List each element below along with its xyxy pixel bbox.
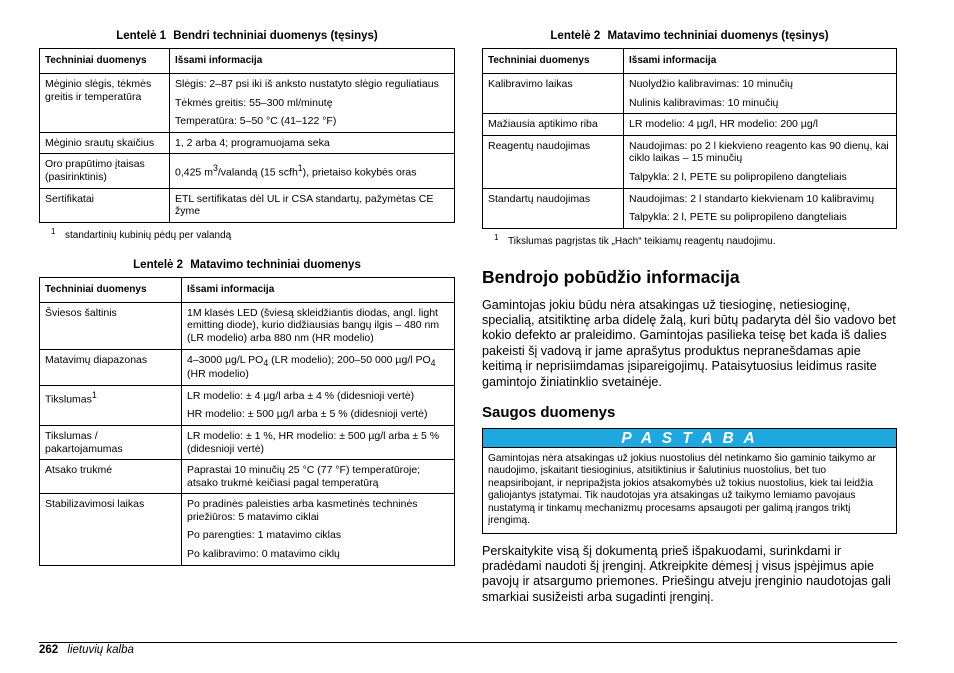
table-row (40, 74, 455, 133)
table-cell-text: Temperatūra: 5–50 °C (41–122 °F) (175, 115, 337, 128)
table-row-label: Stabilizavimosi laikas (40, 494, 182, 565)
table2-footnote (482, 232, 897, 247)
left-column (39, 30, 455, 566)
table-row (40, 460, 455, 494)
table-row (40, 385, 455, 425)
table-row-label (40, 385, 182, 425)
safety-paragraph: Perskaitykite visą šį dokumentą prieš išpakuodami, surinkdami ir pradėdami naudoti šį įrenginį. Atkreipkite dėmesį į visus įspėjimus apie pavojų ir atsargumo priemones. Priešingu atveju įrenginio naudotojas gali smarkiai susižeisti arba sugadinti įrenginį. (482, 543, 891, 604)
table-row-value: LR modelio: 4 µg/l, HR modelio: 200 µg/l (624, 114, 897, 136)
page-number: 262 (39, 644, 59, 656)
table-row-value (182, 494, 455, 565)
table-row-value (170, 74, 455, 133)
table-cell-text: Talpykla: 2 l, PETE su polipropileno dangteliais (629, 170, 847, 183)
table2-cont-caption (482, 30, 897, 42)
table-cell-text: Talpykla: 2 l, PETE su polipropileno dangteliais (629, 211, 847, 224)
table-row-value (624, 188, 897, 228)
table-row (483, 135, 897, 188)
subscript: 4 (263, 357, 269, 368)
table-cell-text: Po kalibravimo: 0 matavimo ciklų (187, 548, 340, 561)
table-row (483, 114, 897, 136)
table1 (39, 48, 455, 223)
table-cell-text: Po parengties: 1 matavimo ciklas (187, 529, 342, 542)
table-row-label: Reagentų naudojimas (483, 135, 624, 188)
table-row (40, 154, 455, 188)
note-header: P A S T A B A (482, 428, 897, 447)
table-row-label: Mėginio slėgis, tėkmės greitis ir temperatūra (40, 74, 170, 133)
table-cell-text: Po pradinės paleisties arba kasmetinės techninės priežiūros: 5 matavimo ciklai (187, 498, 418, 523)
table1-footnote (39, 226, 455, 241)
table-cell-text: /valandą (15 scfh (217, 166, 298, 179)
table-header-row (40, 49, 455, 74)
table-row-label: Sertifikatai (40, 188, 170, 222)
table-row (40, 494, 455, 565)
table2-cont-caption-text: Matavimo techniniai duomenys (tęsinys) (607, 30, 829, 42)
table2-continued (482, 48, 897, 229)
table-row (40, 132, 455, 154)
table2-caption-text: Matavimo techniniai duomenys (190, 258, 361, 271)
table2-caption (39, 259, 455, 271)
general-info-heading: Bendrojo pobūdžio informacija (482, 266, 740, 287)
table-row (483, 74, 897, 114)
table-cell-text: ), prietaiso kokybės oras (302, 166, 417, 179)
table-row-label: Standartų naudojimas (483, 188, 624, 228)
table-cell-text: 4–3000 µg/L PO (187, 353, 264, 366)
table-header-cell: Techniniai duomenys (40, 49, 170, 74)
table-cell-text: Tėkmės greitis: 55–300 ml/minutę (175, 96, 333, 109)
footnote-text: standartinių kubinių pėdų per valandą (65, 229, 232, 241)
footer-language: lietuvių kalba (67, 644, 134, 656)
table-row-label: Tikslumas / pakartojamumas (40, 425, 182, 459)
footer-divider (39, 642, 897, 643)
table2-cont-caption-number: Lentelė 2 (550, 30, 601, 42)
table-row-label: Kalibravimo laikas (483, 74, 624, 114)
table-row-value (182, 385, 455, 425)
table-row-value (170, 154, 455, 188)
table-header-cell: Išsami informacija (170, 49, 455, 74)
table-row-label: Atsako trukmė (40, 460, 182, 494)
table-row (483, 188, 897, 228)
table-header-row (483, 49, 897, 74)
table1-caption (39, 30, 455, 42)
page-footer (39, 644, 134, 656)
footnote-mark: 1 (51, 226, 56, 236)
table2-caption-number: Lentelė 2 (133, 258, 184, 271)
table-row-value (624, 135, 897, 188)
table-header-cell: Išsami informacija (624, 49, 897, 74)
table-row-value: ETL sertifikatas dėl UL ir CSA standartų, pažymėtas CE žyme (170, 188, 455, 222)
table-header-cell: Techniniai duomenys (40, 277, 182, 302)
table1-caption-text: Bendri techniniai duomenys (tęsinys) (173, 30, 378, 42)
table2 (39, 277, 455, 566)
table-row-value: LR modelio: ± 1 %, HR modelio: ± 500 µg/l arba ± 5 % (didesnioji vertė) (182, 425, 455, 459)
footnote-mark: 1 (494, 232, 499, 242)
footnote-ref: 1 (91, 389, 97, 400)
table-row-label: Mažiausia aptikimo riba (483, 114, 624, 136)
table-cell-text: Naudojimas: po 2 l kiekvieno reagento kas 90 dienų, kai ciklo laikas – 15 minučių (629, 139, 889, 165)
table-cell-text: Slėgis: 2–87 psi iki iš anksto nustatyto slėgio reguliatiaus (175, 78, 439, 90)
table-row-label: Oro prapūtimo įtaisas (pasirinktinis) (40, 154, 170, 188)
table1-caption-number: Lentelė 1 (116, 30, 167, 42)
table-cell-text: Nuolydžio kalibravimas: 10 minučių (629, 78, 793, 90)
table-row-value (182, 349, 455, 385)
table-cell-text: (HR modelio) (187, 368, 249, 381)
table-row-value: Paprastai 10 minučių 25 °C (77 °F) temperatūroje; atsako trukmė keičiasi pagal temperatūrą (182, 460, 455, 494)
table-row-value: 1, 2 arba 4; programuojama seka (170, 132, 455, 154)
table-header-row (40, 277, 455, 302)
footnote-text: Tikslumas pagrįstas tik „Hach“ teikiamų reagentų naudojimu. (508, 235, 776, 247)
right-column (482, 30, 897, 605)
table-cell-text: Nulinis kalibravimas: 10 minučių (629, 96, 779, 109)
table-cell-text: LR modelio: ± 4 µg/l arba ± 4 % (didesnioji vertė) (187, 389, 415, 402)
general-info-paragraph: Gamintojas jokiu būdu nėra atsakingas už tiesioginę, netiesioginę, specialią, atsitiktinę arba didelę žalą, kuri būtų padaryta dėl šio vadovo bet kokio defekto ar praleidimo. Gamintojas pasilieka teisę bet kada iš dalies pakeisti šį vadovą ir jame aprašytus produktus nepranešdamas apie keitimą ir neprisiimdamas įsipareigojimų. Pataisytuosius leidimus rasite gamintojo žiniatinklio svetainėje. (482, 297, 896, 389)
table-cell-text: Tikslumas (45, 393, 92, 406)
table-header-cell: Techniniai duomenys (483, 49, 624, 74)
table-row (40, 349, 455, 385)
table-row (40, 425, 455, 459)
note-box (482, 428, 897, 534)
subscript: 4 (430, 357, 436, 368)
footnote-ref: 1 (297, 162, 303, 173)
superscript: 3 (212, 162, 218, 173)
table-cell-text: 0,425 m (175, 166, 213, 179)
table-row-label: Mėginio srautų skaičius (40, 132, 170, 154)
table-cell-text: HR modelio: ± 500 µg/l arba ± 5 % (didesnioji vertė) (187, 408, 428, 421)
table-row-label: Matavimų diapazonas (40, 349, 182, 385)
table-header-cell: Išsami informacija (182, 277, 455, 302)
safety-heading: Saugos duomenys (482, 403, 616, 421)
table-row-label: Šviesos šaltinis (40, 302, 182, 349)
table-cell-text: Naudojimas: 2 l standarto kiekvienam 10 kalibravimų (629, 192, 875, 205)
table-row-value (624, 74, 897, 114)
table-row (40, 302, 455, 349)
table-row (40, 188, 455, 222)
note-body: Gamintojas nėra atsakingas už jokius nuostolius dėl netinkamo šio gaminio taikymo ar naudojimo, įskaitant tiesioginius, atsitiktinius ir šalutinius nuostolius, bet tuo neapsiribojant, ir nepripažįsta jokios atsakomybės už tokius nuostolius, kiek tai leidžia galiojantys įstatymai. Tik naudotojas yra atsakingas už taikymo lemiamo pavojaus nustatymą ir tinkamų mechanizmų procesams apsaugoti per galimą įrangos triktį įrengimą. (482, 447, 897, 534)
table-row-value: 1M klasės LED (šviesą skleidžiantis diodas, angl. light emitting diode), kurio didžiausias bangų ilgis – 480 nm (LR modelio) arba 880 nm (HR modelio) (182, 302, 455, 349)
table-cell-text: (LR modelio); 200–50 000 µg/l PO (268, 353, 431, 366)
